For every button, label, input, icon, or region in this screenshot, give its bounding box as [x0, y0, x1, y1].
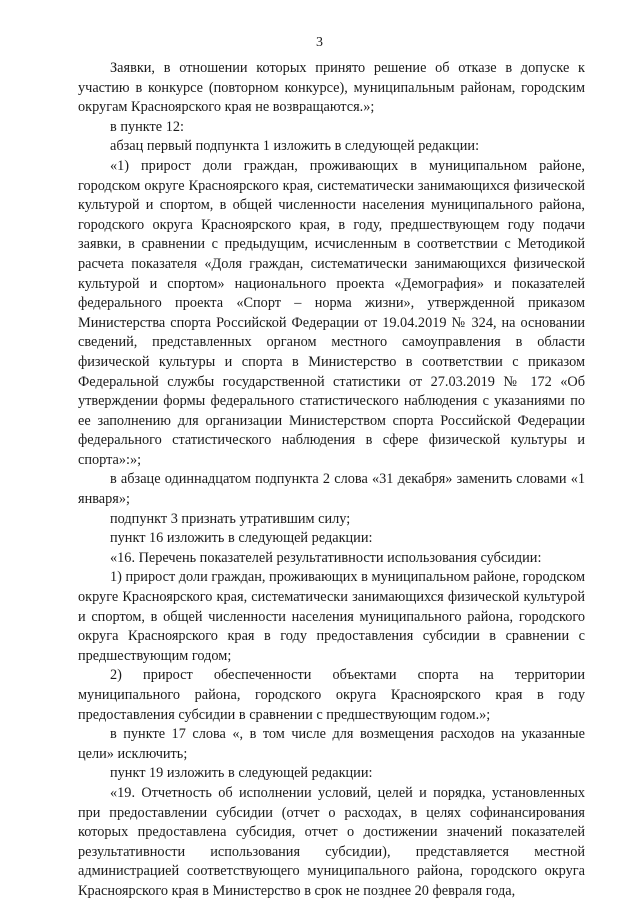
paragraph-indicator-2: 2) прирост обеспеченности объектами спорта на территории муниципального района, городского округа Красноярского края в году предоставления субсидии в сравнении с предшествующим годом.»; — [78, 667, 585, 723]
paragraph-point-17: в пункте 17 слова «, в том числе для возмещения расходов на указанные цели» исключить; — [78, 726, 585, 762]
paragraph-eleventh-subpoint-2: в абзаце одиннадцатом подпункта 2 слова «31 декабря» заменить словами «1 января»; — [78, 471, 585, 508]
paragraph-in-point-12: в пункте 12: — [110, 118, 184, 135]
paragraph-point-16-list-title: «16. Перечень показателей результативности использования субсидии: — [110, 549, 542, 566]
paragraph-point-16-heading: пункт 16 изложить в следующей редакции: — [110, 530, 373, 547]
document-body — [78, 59, 585, 902]
paragraph-applications-not-returned: Заявки, в отношении которых принято решение об отказе в допуске к участию в конкурсе (повторном конкурсе), муниципальным районам, городским округам Красноярского края не возвращаются.»; — [78, 60, 585, 116]
paragraph-subpoint-1-text: «1) прирост доли граждан, проживающих в муниципальном районе, городском округе Красноярского края, систематически занимающихся физической культурой и спортом, в общей численности населения муниципального района, городского округа Красноярского края, в году, предшествующем году подачи заявки, в сравнении с предыдущим, исчисленным в соответствии с Методикой расчета показателя «Доля граждан, систематически занимающихся физической культурой и спортом» национального проекта «Демография» и показателей федерального проекта «Спорт – норма жизни», утвержденной приказом Министерства спорта Российской Федерации от 19.04.2019 № 324, на основании сведений, представленных органом местного самоуправления в области физической культуры и спорта в Министерство в соответствии с приказом Федеральной службы государственной статистики от 27.03.2019 № 172 «Об утверждении формы федерального статистического наблюдения с указаниями по ее заполнению для организации Министерством спорта Российской Федерации федерального статистического наблюдения в сфере физической культуры и спорта»:»; — [78, 157, 585, 468]
paragraph-point-19-heading: пункт 19 изложить в следующей редакции: — [110, 765, 373, 782]
paragraph-first-subpoint-1: абзац первый подпункта 1 изложить в следующей редакции: — [110, 138, 480, 155]
paragraph-point-19-text: «19. Отчетность об исполнении условий, целей и порядка, установленных при предоставлении субсидии (отчет о расходах, в целях софинансирования которых предоставлена субсидия, отчет о достижении значений показателей результативности использования субсидии), представляется местной администрацией соответствующего муниципального района, городского округа Красноярского края в Министерство в срок не позднее 20 февраля года, — [78, 784, 585, 899]
paragraph-subpoint-3-void: подпункт 3 признать утратившим силу; — [110, 510, 351, 527]
paragraph-indicator-1: 1) прирост доли граждан, проживающих в муниципальном районе, городском округе Красноярского края, систематически занимающихся физической культурой и спортом, в общей численности населения муниципального района, городского округа Красноярского края в году предоставления субсидии в сравнении с предшествующим годом; — [78, 569, 585, 664]
page-number: 3 — [316, 35, 323, 50]
